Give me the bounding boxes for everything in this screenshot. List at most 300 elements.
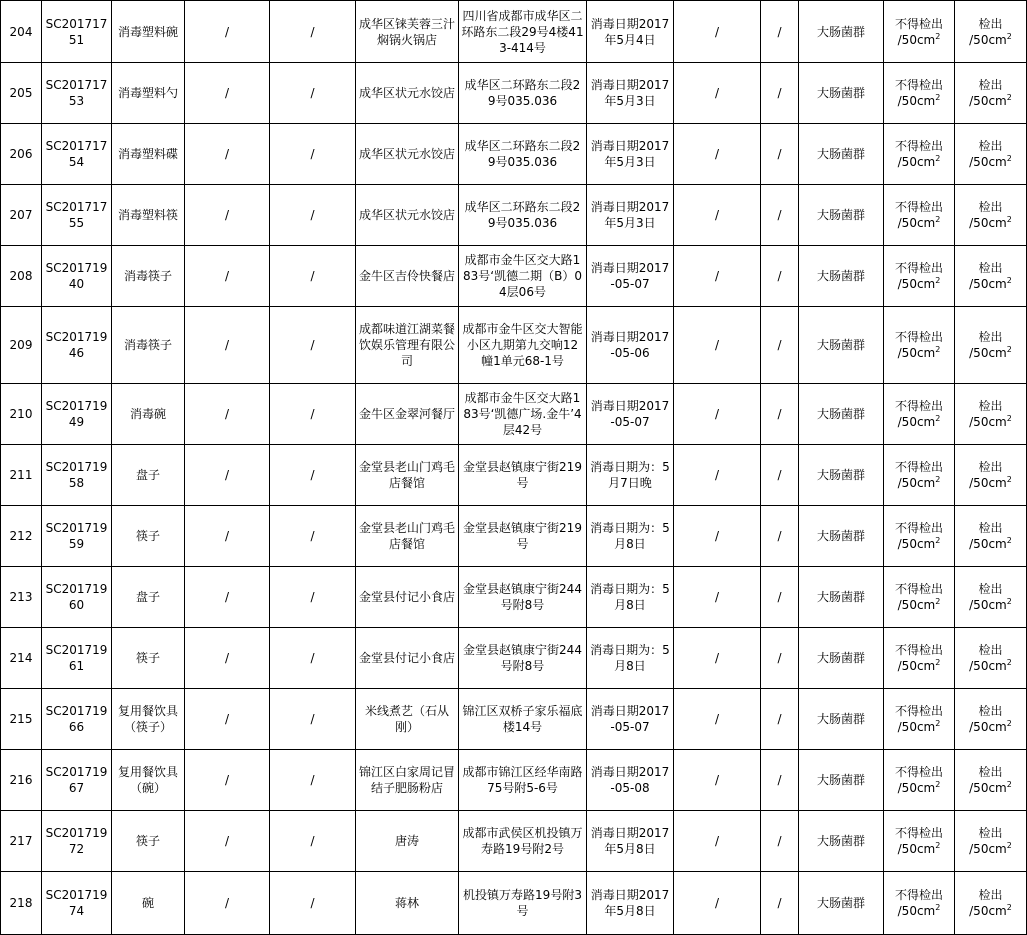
table-row bbox=[1, 246, 1027, 307]
unit-text: /50cm bbox=[897, 842, 936, 856]
disinfection-date-cell: 消毒日期2017年5月3日 bbox=[587, 63, 674, 124]
row-number-cell: 210 bbox=[1, 384, 42, 445]
unit-superscript: 2 bbox=[935, 719, 941, 728]
row-number-cell: 205 bbox=[1, 63, 42, 124]
sample-name-cell: 碗 bbox=[112, 872, 185, 935]
standard-value-cell bbox=[884, 384, 955, 445]
unit-label bbox=[886, 215, 952, 231]
unit-label bbox=[957, 32, 1024, 48]
standard-label: 不得检出 bbox=[894, 399, 943, 413]
unit-text: /50cm bbox=[969, 537, 1007, 551]
business-address-cell: 锦江区双桥子家乐福底楼14号 bbox=[459, 689, 587, 750]
blank-cell-a: / bbox=[674, 811, 761, 872]
test-item-cell: 大肠菌群 bbox=[799, 567, 884, 628]
standard-value-cell bbox=[884, 246, 955, 307]
spec-cell: / bbox=[270, 384, 356, 445]
unit-label bbox=[886, 903, 952, 919]
disinfection-date-cell: 消毒日期2017年5月3日 bbox=[587, 124, 674, 185]
blank-cell-b: / bbox=[761, 506, 799, 567]
standard-label: 不得检出 bbox=[894, 460, 943, 474]
table-row bbox=[1, 445, 1027, 506]
blank-cell-a: / bbox=[674, 567, 761, 628]
result-label: 检出 bbox=[978, 643, 1003, 657]
table-row bbox=[1, 185, 1027, 246]
unit-label bbox=[957, 345, 1024, 361]
sample-code-cell: SC20171961 bbox=[42, 628, 112, 689]
test-item-cell: 大肠菌群 bbox=[799, 689, 884, 750]
blank-cell-b: / bbox=[761, 307, 799, 384]
unit-text: /50cm bbox=[969, 155, 1007, 169]
business-name-cell: 金堂县老山门鸡毛店餐馆 bbox=[356, 506, 459, 567]
result-value-cell bbox=[955, 445, 1027, 506]
result-label: 检出 bbox=[978, 888, 1003, 902]
result-label: 检出 bbox=[978, 261, 1003, 275]
unit-superscript: 2 bbox=[1006, 658, 1012, 667]
result-value-cell bbox=[955, 689, 1027, 750]
test-item-cell: 大肠菌群 bbox=[799, 445, 884, 506]
blank-cell-a: / bbox=[674, 307, 761, 384]
disinfection-date-cell: 消毒日期2017-05-07 bbox=[587, 689, 674, 750]
brand-cell: / bbox=[185, 811, 270, 872]
unit-text: /50cm bbox=[897, 781, 936, 795]
blank-cell-a: / bbox=[674, 506, 761, 567]
result-label: 检出 bbox=[978, 582, 1003, 596]
unit-text: /50cm bbox=[969, 346, 1007, 360]
unit-label bbox=[957, 719, 1024, 735]
table-row bbox=[1, 567, 1027, 628]
standard-value-cell bbox=[884, 1, 955, 63]
standard-label: 不得检出 bbox=[894, 582, 943, 596]
unit-label bbox=[886, 597, 952, 613]
sample-code-cell: SC20171755 bbox=[42, 185, 112, 246]
row-number-cell: 213 bbox=[1, 567, 42, 628]
unit-text: /50cm bbox=[969, 216, 1007, 230]
unit-label bbox=[957, 903, 1024, 919]
business-name-cell: 金堂县付记小食店 bbox=[356, 628, 459, 689]
blank-cell-b: / bbox=[761, 750, 799, 811]
unit-label bbox=[886, 345, 952, 361]
test-item-cell: 大肠菌群 bbox=[799, 63, 884, 124]
business-address-cell: 金堂县赵镇康宁街244号附8号 bbox=[459, 567, 587, 628]
unit-superscript: 2 bbox=[935, 475, 941, 484]
unit-superscript: 2 bbox=[935, 154, 941, 163]
unit-label bbox=[957, 93, 1024, 109]
standard-label: 不得检出 bbox=[894, 704, 943, 718]
business-name-cell: 蒋林 bbox=[356, 872, 459, 935]
standard-value-cell bbox=[884, 307, 955, 384]
brand-cell: / bbox=[185, 750, 270, 811]
unit-text: /50cm bbox=[897, 720, 936, 734]
result-value-cell bbox=[955, 63, 1027, 124]
result-value-cell bbox=[955, 628, 1027, 689]
blank-cell-b: / bbox=[761, 246, 799, 307]
unit-label bbox=[886, 93, 952, 109]
blank-cell-b: / bbox=[761, 872, 799, 935]
unit-superscript: 2 bbox=[1006, 414, 1012, 423]
result-label: 检出 bbox=[978, 78, 1003, 92]
spec-cell: / bbox=[270, 506, 356, 567]
test-item-cell: 大肠菌群 bbox=[799, 307, 884, 384]
result-value-cell bbox=[955, 185, 1027, 246]
disinfection-date-cell: 消毒日期为：5月7日晚 bbox=[587, 445, 674, 506]
standard-value-cell bbox=[884, 185, 955, 246]
sample-name-cell: 消毒筷子 bbox=[112, 307, 185, 384]
sample-name-cell: 复用餐饮具（筷子） bbox=[112, 689, 185, 750]
business-address-cell: 机投镇万寿路19号附3号 bbox=[459, 872, 587, 935]
blank-cell-a: / bbox=[674, 124, 761, 185]
row-number-cell: 218 bbox=[1, 872, 42, 935]
unit-text: /50cm bbox=[969, 415, 1007, 429]
sample-name-cell: 消毒筷子 bbox=[112, 246, 185, 307]
blank-cell-a: / bbox=[674, 384, 761, 445]
test-item-cell: 大肠菌群 bbox=[799, 384, 884, 445]
result-value-cell bbox=[955, 246, 1027, 307]
disinfection-date-cell: 消毒日期2017-05-07 bbox=[587, 246, 674, 307]
result-label: 检出 bbox=[978, 460, 1003, 474]
unit-label bbox=[886, 414, 952, 430]
sample-name-cell: 消毒塑料碗 bbox=[112, 1, 185, 63]
table-row bbox=[1, 124, 1027, 185]
unit-superscript: 2 bbox=[1006, 536, 1012, 545]
unit-label bbox=[886, 841, 952, 857]
standard-label: 不得检出 bbox=[894, 521, 943, 535]
result-label: 检出 bbox=[978, 330, 1003, 344]
spec-cell: / bbox=[270, 185, 356, 246]
row-number-cell: 208 bbox=[1, 246, 42, 307]
unit-label bbox=[886, 719, 952, 735]
unit-text: /50cm bbox=[969, 476, 1007, 490]
table-row bbox=[1, 307, 1027, 384]
brand-cell: / bbox=[185, 384, 270, 445]
business-name-cell: 唐涛 bbox=[356, 811, 459, 872]
sample-code-cell: SC20171972 bbox=[42, 811, 112, 872]
result-value-cell bbox=[955, 1, 1027, 63]
disinfection-date-cell: 消毒日期2017年5月4日 bbox=[587, 1, 674, 63]
business-name-cell: 成都味道江湖菜餐饮娱乐管理有限公司 bbox=[356, 307, 459, 384]
business-address-cell: 成华区二环路东二段29号035.036 bbox=[459, 124, 587, 185]
unit-label bbox=[886, 536, 952, 552]
table-row bbox=[1, 506, 1027, 567]
business-address-cell: 四川省成都市成华区二环路东二段29号4楼413-414号 bbox=[459, 1, 587, 63]
spec-cell: / bbox=[270, 307, 356, 384]
sample-name-cell: 盘子 bbox=[112, 445, 185, 506]
table-row bbox=[1, 384, 1027, 445]
unit-superscript: 2 bbox=[935, 345, 941, 354]
table-row bbox=[1, 689, 1027, 750]
result-value-cell bbox=[955, 307, 1027, 384]
result-label: 检出 bbox=[978, 704, 1003, 718]
disinfection-date-cell: 消毒日期2017-05-06 bbox=[587, 307, 674, 384]
standard-value-cell bbox=[884, 506, 955, 567]
result-label: 检出 bbox=[978, 826, 1003, 840]
blank-cell-a: / bbox=[674, 628, 761, 689]
unit-superscript: 2 bbox=[935, 414, 941, 423]
unit-text: /50cm bbox=[969, 720, 1007, 734]
business-name-cell: 成华区状元水饺店 bbox=[356, 63, 459, 124]
result-value-cell bbox=[955, 506, 1027, 567]
brand-cell: / bbox=[185, 1, 270, 63]
spec-cell: / bbox=[270, 124, 356, 185]
blank-cell-b: / bbox=[761, 185, 799, 246]
blank-cell-a: / bbox=[674, 689, 761, 750]
unit-text: /50cm bbox=[897, 216, 936, 230]
unit-text: /50cm bbox=[897, 155, 936, 169]
standard-label: 不得检出 bbox=[894, 261, 943, 275]
row-number-cell: 216 bbox=[1, 750, 42, 811]
spec-cell: / bbox=[270, 1, 356, 63]
brand-cell: / bbox=[185, 185, 270, 246]
sample-code-cell: SC20171960 bbox=[42, 567, 112, 628]
test-item-cell: 大肠菌群 bbox=[799, 185, 884, 246]
unit-text: /50cm bbox=[897, 659, 936, 673]
unit-superscript: 2 bbox=[1006, 31, 1012, 41]
business-address-cell: 成都市金牛区交大路183号‘凯德二期（B）04层06号 bbox=[459, 246, 587, 307]
blank-cell-a: / bbox=[674, 246, 761, 307]
result-value-cell bbox=[955, 872, 1027, 935]
spec-cell: / bbox=[270, 628, 356, 689]
unit-text: /50cm bbox=[969, 659, 1007, 673]
blank-cell-b: / bbox=[761, 384, 799, 445]
result-value-cell bbox=[955, 750, 1027, 811]
standard-value-cell bbox=[884, 124, 955, 185]
unit-text: /50cm bbox=[897, 598, 936, 612]
test-item-cell: 大肠菌群 bbox=[799, 506, 884, 567]
unit-superscript: 2 bbox=[935, 841, 941, 850]
unit-text: /50cm bbox=[897, 537, 936, 551]
test-item-cell: 大肠菌群 bbox=[799, 872, 884, 935]
sample-code-cell: SC20171949 bbox=[42, 384, 112, 445]
unit-text: /50cm bbox=[897, 94, 936, 108]
unit-superscript: 2 bbox=[1006, 154, 1012, 163]
standard-value-cell bbox=[884, 567, 955, 628]
unit-text: /50cm bbox=[969, 781, 1007, 795]
unit-superscript: 2 bbox=[935, 597, 941, 606]
unit-text: /50cm bbox=[897, 415, 936, 429]
sample-code-cell: SC20171946 bbox=[42, 307, 112, 384]
unit-superscript: 2 bbox=[1006, 215, 1012, 224]
sample-code-cell: SC20171967 bbox=[42, 750, 112, 811]
disinfection-date-cell: 消毒日期2017年5月8日 bbox=[587, 811, 674, 872]
business-name-cell: 金堂县付记小食店 bbox=[356, 567, 459, 628]
unit-superscript: 2 bbox=[935, 780, 941, 789]
business-address-cell: 金堂县赵镇康宁街219号 bbox=[459, 506, 587, 567]
result-value-cell bbox=[955, 384, 1027, 445]
test-item-cell: 大肠菌群 bbox=[799, 124, 884, 185]
business-name-cell: 成华区铼芙蓉三汁焖锅火锅店 bbox=[356, 1, 459, 63]
sample-code-cell: SC20171753 bbox=[42, 63, 112, 124]
row-number-cell: 206 bbox=[1, 124, 42, 185]
business-name-cell: 成华区状元水饺店 bbox=[356, 124, 459, 185]
business-address-cell: 成都市武侯区机投镇万寿路19号附2号 bbox=[459, 811, 587, 872]
unit-superscript: 2 bbox=[1006, 345, 1012, 354]
unit-label bbox=[886, 276, 952, 292]
disinfection-date-cell: 消毒日期为：5月8日 bbox=[587, 567, 674, 628]
business-name-cell: 锦江区白家周记冒结子肥肠粉店 bbox=[356, 750, 459, 811]
unit-label bbox=[957, 597, 1024, 613]
test-item-cell: 大肠菌群 bbox=[799, 811, 884, 872]
table-row bbox=[1, 1, 1027, 63]
unit-label bbox=[886, 154, 952, 170]
table-row bbox=[1, 750, 1027, 811]
spec-cell: / bbox=[270, 567, 356, 628]
unit-label bbox=[957, 414, 1024, 430]
standard-label: 不得检出 bbox=[894, 765, 943, 779]
standard-value-cell bbox=[884, 63, 955, 124]
spec-cell: / bbox=[270, 750, 356, 811]
unit-superscript: 2 bbox=[1006, 903, 1012, 912]
blank-cell-a: / bbox=[674, 1, 761, 63]
row-number-cell: 214 bbox=[1, 628, 42, 689]
standard-label: 不得检出 bbox=[894, 888, 943, 902]
unit-label bbox=[957, 536, 1024, 552]
business-address-cell: 成都市锦江区经华南路75号附5-6号 bbox=[459, 750, 587, 811]
unit-text: /50cm bbox=[897, 476, 936, 490]
disinfection-date-cell: 消毒日期为：5月8日 bbox=[587, 506, 674, 567]
unit-label bbox=[957, 475, 1024, 491]
blank-cell-a: / bbox=[674, 445, 761, 506]
unit-superscript: 2 bbox=[1006, 841, 1012, 850]
sample-name-cell: 筷子 bbox=[112, 628, 185, 689]
sample-name-cell: 盘子 bbox=[112, 567, 185, 628]
disinfection-date-cell: 消毒日期2017年5月3日 bbox=[587, 185, 674, 246]
unit-label bbox=[886, 658, 952, 674]
business-name-cell: 米线煮艺（石从刚） bbox=[356, 689, 459, 750]
result-label: 检出 bbox=[978, 200, 1003, 214]
sample-code-cell: SC20171754 bbox=[42, 124, 112, 185]
brand-cell: / bbox=[185, 506, 270, 567]
sample-name-cell: 消毒塑料碟 bbox=[112, 124, 185, 185]
disinfection-date-cell: 消毒日期2017年5月8日 bbox=[587, 872, 674, 935]
business-name-cell: 金牛区吉伶快餐店 bbox=[356, 246, 459, 307]
unit-superscript: 2 bbox=[935, 658, 941, 667]
unit-text: /50cm bbox=[969, 904, 1007, 918]
blank-cell-a: / bbox=[674, 872, 761, 935]
test-item-cell: 大肠菌群 bbox=[799, 750, 884, 811]
standard-label: 不得检出 bbox=[894, 139, 943, 153]
sample-name-cell: 消毒塑料筷 bbox=[112, 185, 185, 246]
unit-superscript: 2 bbox=[1006, 475, 1012, 484]
blank-cell-b: / bbox=[761, 63, 799, 124]
blank-cell-b: / bbox=[761, 124, 799, 185]
standard-value-cell bbox=[884, 689, 955, 750]
table-row bbox=[1, 872, 1027, 935]
spec-cell: / bbox=[270, 689, 356, 750]
blank-cell-a: / bbox=[674, 63, 761, 124]
unit-text: /50cm bbox=[969, 277, 1007, 291]
blank-cell-b: / bbox=[761, 445, 799, 506]
unit-superscript: 2 bbox=[1006, 93, 1012, 102]
unit-text: /50cm bbox=[969, 598, 1007, 612]
standard-value-cell bbox=[884, 750, 955, 811]
standard-label: 不得检出 bbox=[894, 78, 943, 92]
sample-code-cell: SC20171974 bbox=[42, 872, 112, 935]
unit-text: /50cm bbox=[897, 32, 936, 47]
result-label: 检出 bbox=[978, 399, 1003, 413]
unit-superscript: 2 bbox=[935, 903, 941, 912]
unit-superscript: 2 bbox=[935, 31, 941, 41]
business-name-cell: 成华区状元水饺店 bbox=[356, 185, 459, 246]
standard-value-cell bbox=[884, 872, 955, 935]
unit-superscript: 2 bbox=[935, 215, 941, 224]
unit-superscript: 2 bbox=[1006, 780, 1012, 789]
unit-superscript: 2 bbox=[935, 93, 941, 102]
result-label: 检出 bbox=[978, 765, 1003, 779]
row-number-cell: 212 bbox=[1, 506, 42, 567]
table-row bbox=[1, 628, 1027, 689]
table-body bbox=[1, 1, 1027, 935]
blank-cell-b: / bbox=[761, 1, 799, 63]
result-label: 检出 bbox=[978, 521, 1003, 535]
business-name-cell: 金牛区金翠河餐厅 bbox=[356, 384, 459, 445]
unit-label bbox=[957, 841, 1024, 857]
unit-label bbox=[886, 32, 952, 48]
brand-cell: / bbox=[185, 567, 270, 628]
sample-code-cell: SC20171958 bbox=[42, 445, 112, 506]
unit-label bbox=[957, 780, 1024, 796]
standard-label: 不得检出 bbox=[894, 826, 943, 840]
disinfection-date-cell: 消毒日期2017-05-07 bbox=[587, 384, 674, 445]
row-number-cell: 204 bbox=[1, 1, 42, 63]
unit-text: /50cm bbox=[897, 346, 936, 360]
row-number-cell: 211 bbox=[1, 445, 42, 506]
unit-text: /50cm bbox=[897, 277, 936, 291]
sample-name-cell: 消毒塑料勺 bbox=[112, 63, 185, 124]
blank-cell-b: / bbox=[761, 567, 799, 628]
row-number-cell: 217 bbox=[1, 811, 42, 872]
sample-code-cell: SC20171966 bbox=[42, 689, 112, 750]
standard-label: 不得检出 bbox=[894, 330, 943, 344]
sample-code-cell: SC20171751 bbox=[42, 1, 112, 63]
unit-text: /50cm bbox=[897, 904, 936, 918]
brand-cell: / bbox=[185, 63, 270, 124]
row-number-cell: 207 bbox=[1, 185, 42, 246]
standard-value-cell bbox=[884, 445, 955, 506]
brand-cell: / bbox=[185, 689, 270, 750]
business-address-cell: 成华区二环路东二段29号035.036 bbox=[459, 63, 587, 124]
sample-name-cell: 复用餐饮具（碗） bbox=[112, 750, 185, 811]
standard-label: 不得检出 bbox=[894, 200, 943, 214]
unit-superscript: 2 bbox=[1006, 597, 1012, 606]
disinfection-date-cell: 消毒日期为：5月8日 bbox=[587, 628, 674, 689]
unit-superscript: 2 bbox=[1006, 276, 1012, 285]
standard-value-cell bbox=[884, 811, 955, 872]
unit-label bbox=[886, 475, 952, 491]
brand-cell: / bbox=[185, 246, 270, 307]
table-row bbox=[1, 811, 1027, 872]
row-number-cell: 209 bbox=[1, 307, 42, 384]
spec-cell: / bbox=[270, 445, 356, 506]
unit-superscript: 2 bbox=[935, 276, 941, 285]
spec-cell: / bbox=[270, 63, 356, 124]
blank-cell-b: / bbox=[761, 689, 799, 750]
standard-value-cell bbox=[884, 628, 955, 689]
brand-cell: / bbox=[185, 124, 270, 185]
unit-label bbox=[957, 276, 1024, 292]
unit-text: /50cm bbox=[969, 32, 1007, 47]
unit-label bbox=[957, 658, 1024, 674]
brand-cell: / bbox=[185, 872, 270, 935]
blank-cell-a: / bbox=[674, 750, 761, 811]
table-row bbox=[1, 63, 1027, 124]
brand-cell: / bbox=[185, 628, 270, 689]
brand-cell: / bbox=[185, 445, 270, 506]
spec-cell: / bbox=[270, 872, 356, 935]
business-address-cell: 金堂县赵镇康宁街244号附8号 bbox=[459, 628, 587, 689]
business-address-cell: 成都市金牛区交大路183号‘凯德广场.金牛’4层42号 bbox=[459, 384, 587, 445]
sample-name-cell: 筷子 bbox=[112, 811, 185, 872]
result-label: 检出 bbox=[978, 16, 1003, 31]
unit-text: /50cm bbox=[969, 94, 1007, 108]
